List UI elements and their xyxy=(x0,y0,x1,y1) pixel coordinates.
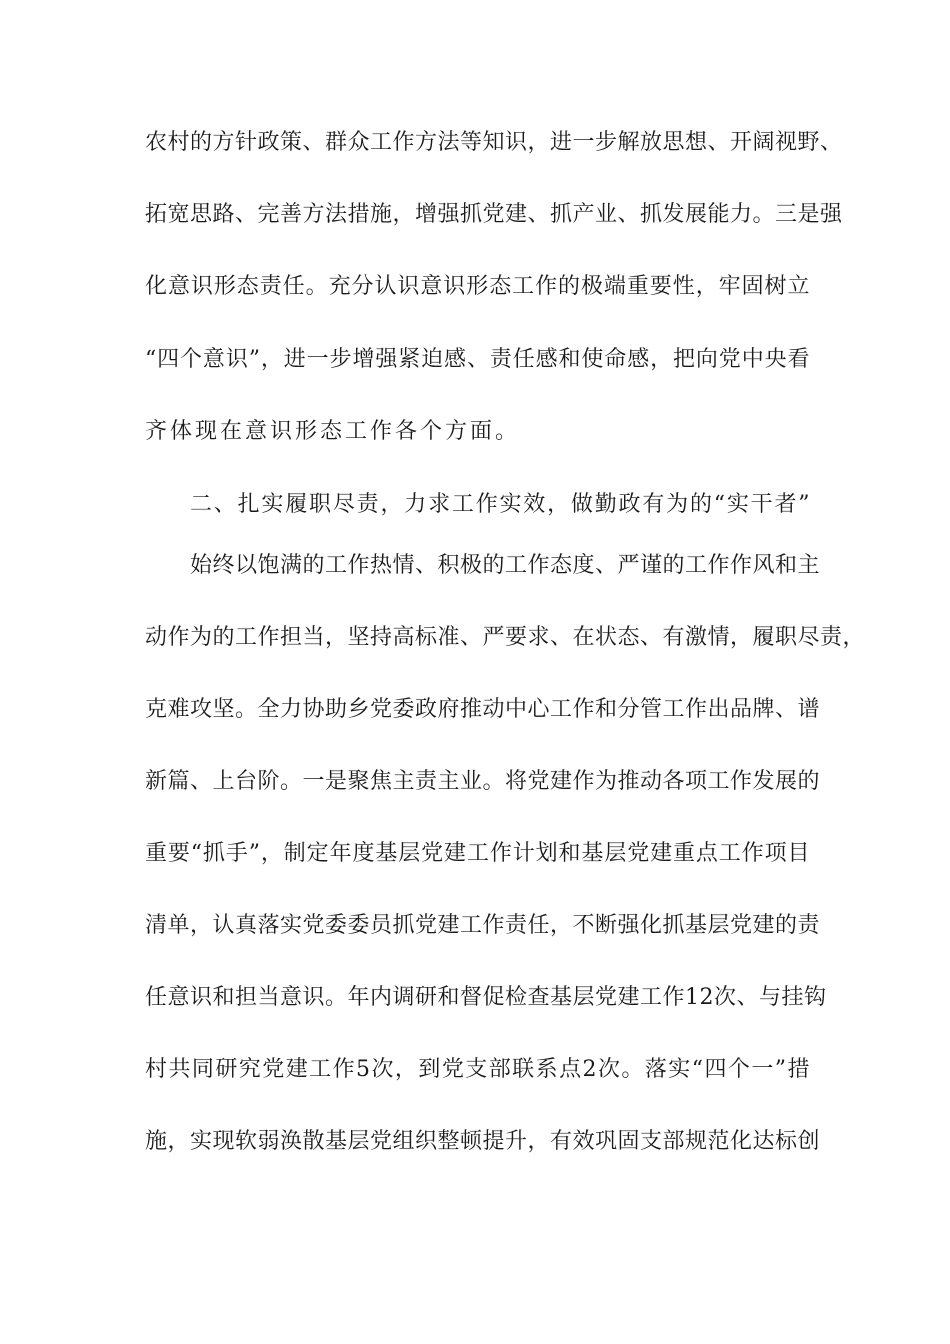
paragraph-line: “四个意识”，进一步增强紧迫感、责任感和使命感，把向党中央看 xyxy=(145,347,810,372)
paragraph-line: 重要“抓手”，制定年度基层党建工作计划和基层党建重点工作项目 xyxy=(145,841,810,866)
paragraph-line: 动作为的工作担当，坚持高标准、严要求、在状态、有激情，履职尽责， xyxy=(145,625,866,650)
paragraph-line: 化意识形态责任。充分认识意识形态工作的极端重要性，牢固树立 xyxy=(145,274,810,299)
paragraph-line: 克难攻坚。全力协助乡党委政府推动中心工作和分管工作出品牌、谱 xyxy=(145,697,821,722)
paragraph-line: 始终以饱满的工作热情、积极的工作态度、严谨的工作作风和主 xyxy=(190,553,821,578)
paragraph-line: 新篇、上台阶。一是聚焦主责主业。将党建作为推动各项工作发展的 xyxy=(145,769,821,794)
paragraph-line: 齐体现在意识形态工作各个方面。 xyxy=(145,419,521,444)
paragraph-line: 村共同研究党建工作5次，到党支部联系点2次。落实“四个一”措 xyxy=(145,1057,810,1082)
paragraph-line: 任意识和担当意识。年内调研和督促检查基层党建工作12次、与挂钩 xyxy=(145,985,827,1010)
paragraph-line: 施，实现软弱涣散基层党组织整顿提升，有效巩固支部规范化达标创 xyxy=(145,1129,821,1154)
paragraph-line: 清单，认真落实党委委员抓党建工作责任，不断强化抓基层党建的责 xyxy=(145,913,821,938)
paragraph-line: 拓宽思路、完善方法措施，增强抓党建、抓产业、抓发展能力。三是强 xyxy=(145,202,843,227)
paragraph-line: 农村的方针政策、群众工作方法等知识，进一步解放思想、开阔视野、 xyxy=(145,130,843,155)
section-heading: 二、扎实履职尽责，力求工作实效，做勤政有为的“实干者” xyxy=(190,492,810,517)
